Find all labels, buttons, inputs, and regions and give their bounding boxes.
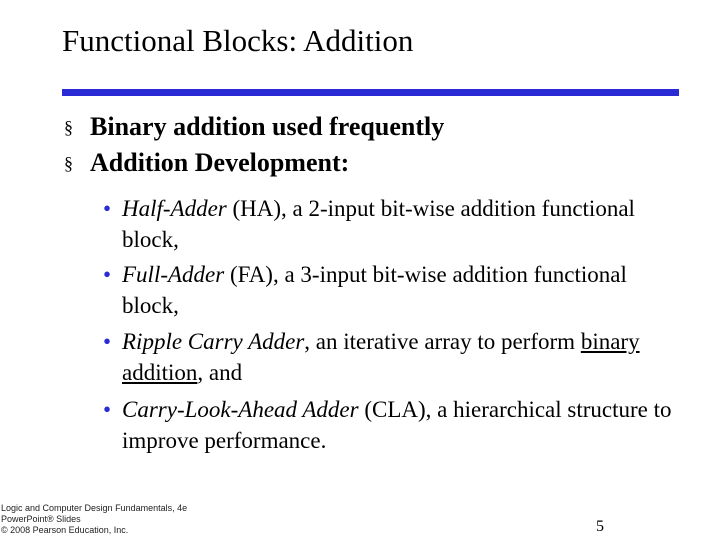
dot-bullet-icon: • (103, 262, 112, 287)
slide-footer (1, 503, 221, 536)
bullet-text: Addition Development: (90, 148, 350, 177)
term-ripple-carry-adder: Ripple Carry Adder (122, 329, 305, 354)
description-part-2: , and (197, 360, 243, 385)
dot-bullet-icon: • (103, 196, 112, 221)
dot-bullet-icon: • (103, 397, 112, 422)
sub-bullet-text (122, 193, 687, 255)
sub-bullet-text (122, 394, 687, 456)
footer-slides-label: PowerPoint® Slides (1, 514, 81, 524)
sub-bullet-text (122, 259, 687, 321)
description-part-1: , an iterative array to perform (304, 329, 581, 354)
term-carry-look-ahead-adder: Carry-Look-Ahead Adder (122, 397, 359, 422)
dot-bullet-icon: • (103, 329, 112, 354)
underlined-link-text: binary addition (122, 329, 640, 385)
page-number: 5 (596, 518, 604, 535)
description: (CLA), a hierarchical structure to improve performance. (122, 397, 672, 453)
description: (FA), a 3-input bit-wise addition functional block, (122, 262, 627, 318)
footer-copyright: © 2008 Pearson Education, Inc. (1, 525, 129, 535)
slide-title: Functional Blocks: Addition (62, 23, 414, 58)
footer-book-title: Logic and Computer Design Fundamentals, 4e (1, 503, 188, 513)
term-full-adder: Full-Adder (122, 262, 225, 287)
description: (HA), a 2-input bit-wise addition functional block, (122, 196, 635, 252)
square-bullet-icon: § (64, 117, 73, 137)
term-half-adder: Half-Adder (122, 196, 227, 221)
bullet-text: Binary addition used frequently (90, 112, 445, 141)
square-bullet-icon: § (64, 153, 73, 173)
sub-bullet-text (122, 326, 687, 388)
title-divider (62, 89, 679, 96)
